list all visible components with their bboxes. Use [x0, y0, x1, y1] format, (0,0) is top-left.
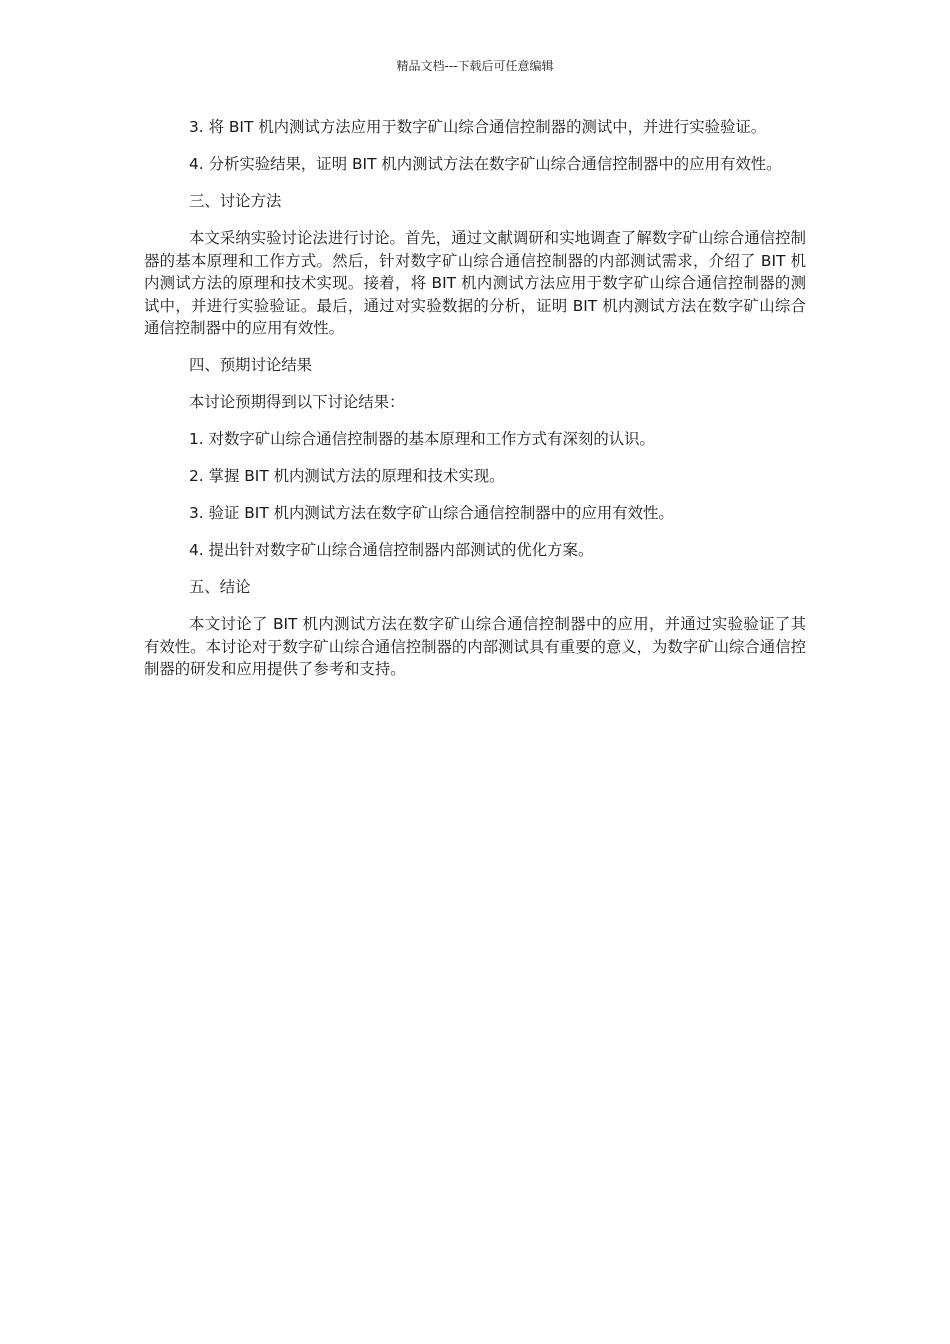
list-item-result-2: 2. 掌握 BIT 机内测试方法的原理和技术实现。	[189, 467, 505, 485]
paragraph-conclusion: 本文讨论了 BIT 机内测试方法在数字矿山综合通信控制器中的应用，并通过实验验证了其有效性。本讨论对于数字矿山综合通信控制器的内部测试具有重要的意义，为数字矿山综合通信控制器的研发和应用提供了参考和支持。	[144, 615, 806, 678]
list-item-result-1: 1. 对数字矿山综合通信控制器的基本原理和工作方式有深刻的认识。	[189, 430, 655, 448]
list-item-result-4: 4. 提出针对数字矿山综合通信控制器内部测试的优化方案。	[189, 541, 594, 559]
page-header: 精品文档---下载后可任意编辑	[396, 59, 554, 73]
paragraph-methods: 本文采纳实验讨论法进行讨论。首先，通过文献调研和实地调查了解数字矿山综合通信控制器的基本原理和工作方式。然后，针对数字矿山综合通信控制器的内部测试需求，介绍了 BIT 机内测试方法的原理和技术实现。接着，将 BIT 机内测试方法应用于数字矿山综合通信控制器的测试中，并进行实验验证。最后，通过对实验数据的分析，证明 BIT 机内测试方法在数字矿山综合通信控制器中的应用有效性。	[144, 229, 806, 337]
paragraph-results-intro: 本讨论预期得到以下讨论结果：	[189, 393, 405, 411]
document-body	[144, 116, 806, 695]
paragraph-step-3: 3. 将 BIT 机内测试方法应用于数字矿山综合通信控制器的测试中，并进行实验验证。	[189, 118, 767, 136]
section-heading-methods: 三、讨论方法	[189, 192, 282, 210]
list-item-result-3: 3. 验证 BIT 机内测试方法在数字矿山综合通信控制器中的应用有效性。	[189, 504, 674, 522]
paragraph-step-4: 4. 分析实验结果，证明 BIT 机内测试方法在数字矿山综合通信控制器中的应用有效性。	[189, 155, 782, 173]
section-heading-expected-results: 四、预期讨论结果	[189, 356, 313, 374]
section-heading-conclusion: 五、结论	[189, 578, 251, 596]
